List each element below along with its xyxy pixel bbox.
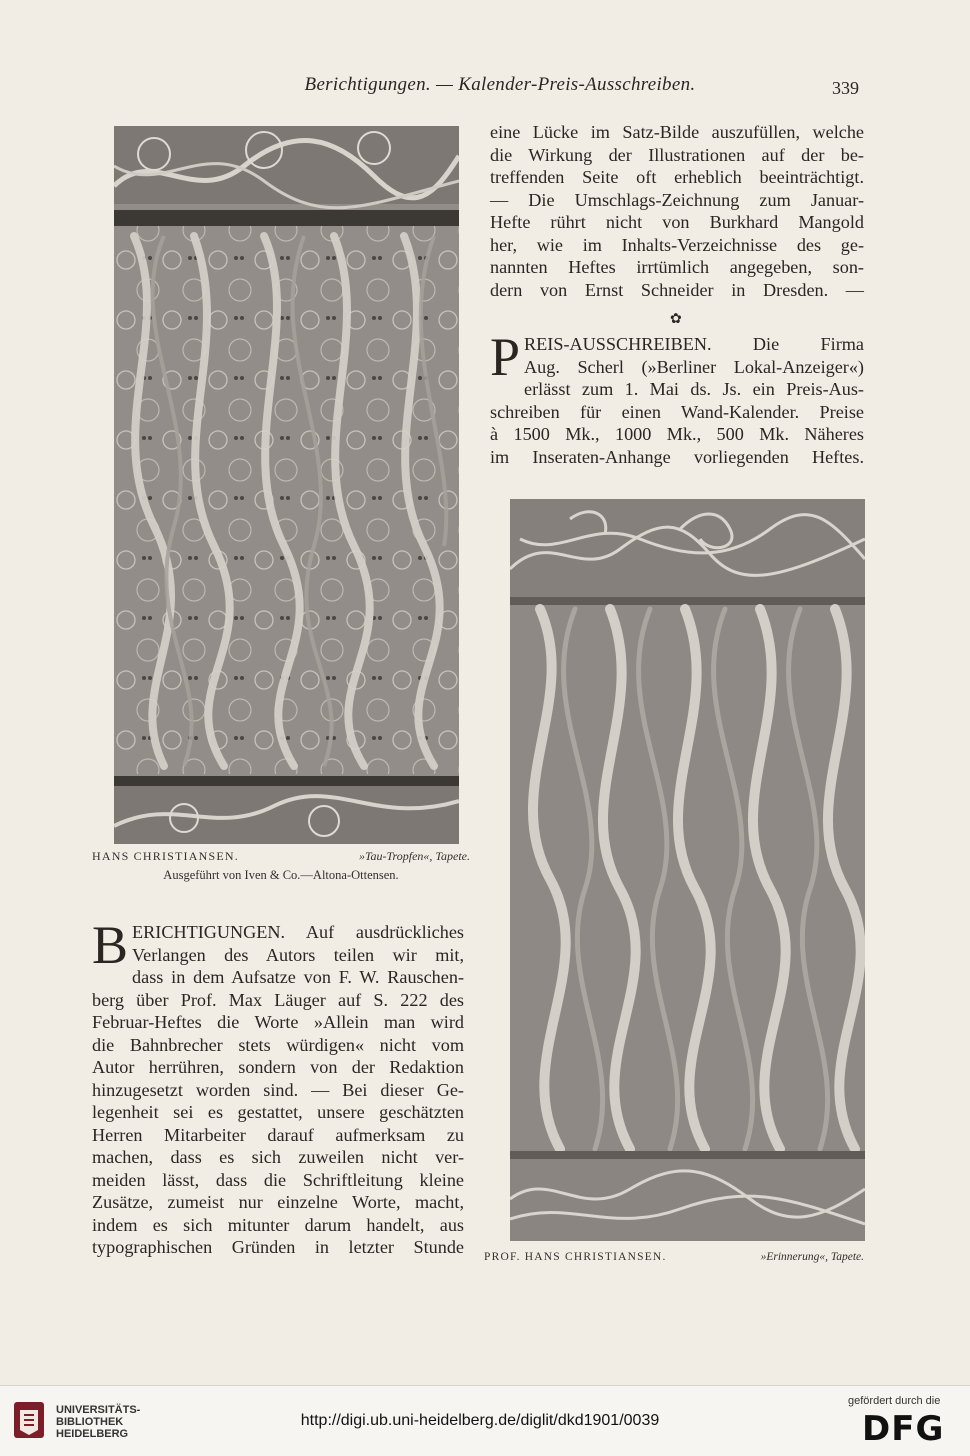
institution-line: UNIVERSITÄTS- [56, 1404, 141, 1416]
text-line: eine Lücke im Satz-Bilde auszufüllen, welche [490, 122, 864, 142]
text-block-berichtigungen [92, 915, 464, 1259]
text-line: die Wirkung der Illustrationen auf der be- [490, 144, 864, 165]
text-line: ERICHTIGUNGEN. Auf ausdrückliches [132, 922, 464, 942]
text-line: Hefte rührt nicht von Burkhard Mangold [490, 212, 864, 232]
drop-cap: P [490, 327, 521, 387]
text-block-preis-ausschreiben [490, 327, 864, 468]
text-line: treffenden Seite oft erheblich beeinträchtigt. [490, 167, 864, 187]
caption-title: »Erinnerung«, Tapete. [760, 1251, 864, 1263]
wallpaper-pattern-left [114, 126, 459, 844]
text-line: im Inseraten-Anhange vorliegenden Heftes. [490, 446, 864, 467]
text-line: REIS-AUSSCHREIBEN. Die Firma [524, 334, 864, 354]
text-line: nannten Heftes irrtümlich angegeben, son- [490, 257, 864, 277]
caption-execution: Ausgeführt von Iven & Co.—Altona-Ottensen. [163, 868, 399, 882]
text-line: Zusätze, zumeist nur einzelne Worte, macht, [92, 1192, 464, 1212]
institution-line: HEIDELBERG [56, 1428, 129, 1440]
institution-name [56, 1404, 140, 1440]
wallpaper-pattern-right [510, 499, 865, 1241]
text-line: meiden lässt, dass die Schriftleitung kleine [92, 1169, 464, 1190]
caption-artist: PROF. HANS CHRISTIANSEN. [484, 1251, 667, 1263]
drop-cap: B [92, 915, 129, 975]
text-line: à 1500 Mk., 1000 Mk., 500 Mk. Näheres [490, 424, 864, 444]
text-line: Verlangen des Autors teilen wir mit, [132, 944, 464, 965]
text-block-continuation [490, 121, 864, 301]
section-ornament-icon: ✿ [670, 311, 682, 327]
university-seal-icon [12, 1400, 46, 1440]
wallpaper-illustration-erinnerung [510, 499, 865, 1241]
text-line: dass in dem Aufsatze von F. W. Rauschen- [132, 967, 464, 987]
dfg-logo: DFG [862, 1409, 945, 1449]
text-line: hinzugesetzt worden sind. — Bei dieser Ge- [92, 1079, 464, 1100]
text-line: — Die Umschlags-Zeichnung zum Januar- [490, 189, 864, 210]
text-line: die Bahnbrecher stets würdigen« nicht vom [92, 1034, 464, 1055]
text-line: Herren Mitarbeiter darauf aufmerksam zu [92, 1124, 464, 1145]
text-line: legenheit sei es gestattet, unsere geschätzten [92, 1102, 464, 1122]
running-title: Berichtigungen. — Kalender-Preis-Ausschreiben. [304, 74, 696, 95]
text-line: Autor herrühren, sondern von der Redaktion [92, 1057, 464, 1077]
funding-note: gefördert durch die [848, 1395, 941, 1407]
institution-line: BIBLIOTHEK [56, 1416, 124, 1428]
text-line: her, wie im Inhalts-Verzeichnisse des ge- [490, 234, 864, 255]
caption-artist: HANS CHRISTIANSEN. [92, 849, 239, 863]
text-line: Aug. Scherl (»Berliner Lokal-Anzeiger«) [524, 356, 864, 377]
text-line: erlässt zum 1. Mai ds. Js. ein Preis-Aus- [524, 379, 864, 399]
caption-title: »Tau-Tropfen«, Tapete. [358, 849, 470, 863]
permalink-url[interactable]: http://digi.ub.uni-heidelberg.de/diglit/dkd1901/0039 [300, 1412, 660, 1429]
wallpaper-illustration-tau-tropfen [114, 126, 459, 844]
text-line: berg über Prof. Max Läuger auf S. 222 des [92, 989, 464, 1010]
text-line: schreiben für einen Wand-Kalender. Preise [490, 401, 864, 422]
text-line: indem es sich mitunter darum handelt, aus [92, 1214, 464, 1235]
digitization-footer [0, 1385, 970, 1456]
figure-caption-left [92, 849, 470, 883]
text-line: Februar-Heftes die Worte »Allein man wird [92, 1012, 464, 1032]
page-number: 339 [832, 78, 859, 98]
text-line: dern von Ernst Schneider in Dresden. — [490, 279, 864, 300]
text-line: typographischen Gründen in letzter Stunde [92, 1237, 464, 1257]
figure-caption-right [484, 1251, 884, 1263]
text-line: machen, dass es sich zuweilen nicht ver- [92, 1147, 464, 1167]
